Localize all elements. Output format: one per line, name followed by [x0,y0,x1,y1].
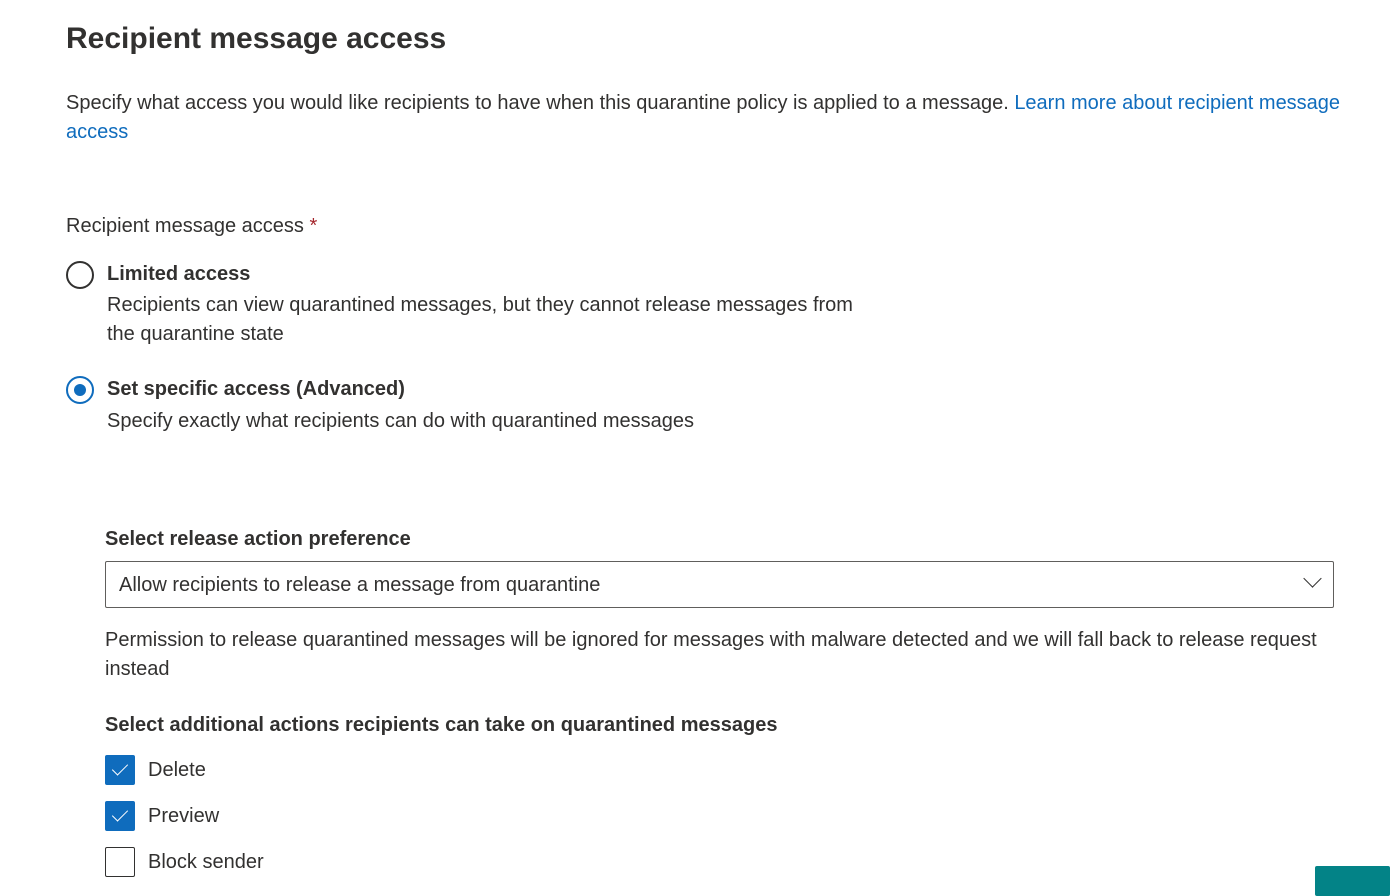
chevron-down-icon [1303,569,1321,587]
release-note: Permission to release quarantined messages will be ignored for messages with malware detected and we will fall back to release request instead [105,629,1317,680]
release-label: Select release action preference [105,528,411,550]
specific-access-title[interactable]: Set specific access (Advanced) [107,378,405,400]
specific-access-description: Specify exactly what recipients can do with quarantined messages [107,410,694,432]
release-action-value: Allow recipients to release a message from quarantine [119,574,601,596]
page-title: Recipient message access [66,22,447,55]
radio-specific-access[interactable] [66,376,94,404]
radio-limited-access[interactable] [66,261,94,289]
delete-label[interactable]: Delete [148,759,206,781]
required-mark: * [309,215,318,237]
release-action-dropdown[interactable] [105,561,1334,608]
delete-checkbox[interactable] [105,755,135,785]
block-sender-checkbox[interactable] [105,847,135,877]
preview-checkbox[interactable] [105,801,135,831]
additional-actions-label: Select additional actions recipients can take on quarantined messages [105,714,778,736]
preview-label[interactable]: Preview [148,805,220,827]
learn-more-link[interactable]: Learn more about recipient message access [66,92,1341,143]
access-group-label: Recipient message access * [66,215,318,237]
intro-description: Specify what access you would like recipients to have when this quarantine policy is applied to a message. [66,92,1015,114]
intro-text [66,89,1366,147]
block-sender-label[interactable]: Block sender [148,851,264,873]
limited-access-title[interactable]: Limited access [107,263,251,285]
limited-access-description: Recipients can view quarantined messages, but they cannot release messages from the quarantine state [107,294,853,345]
primary-button[interactable] [1315,866,1390,896]
